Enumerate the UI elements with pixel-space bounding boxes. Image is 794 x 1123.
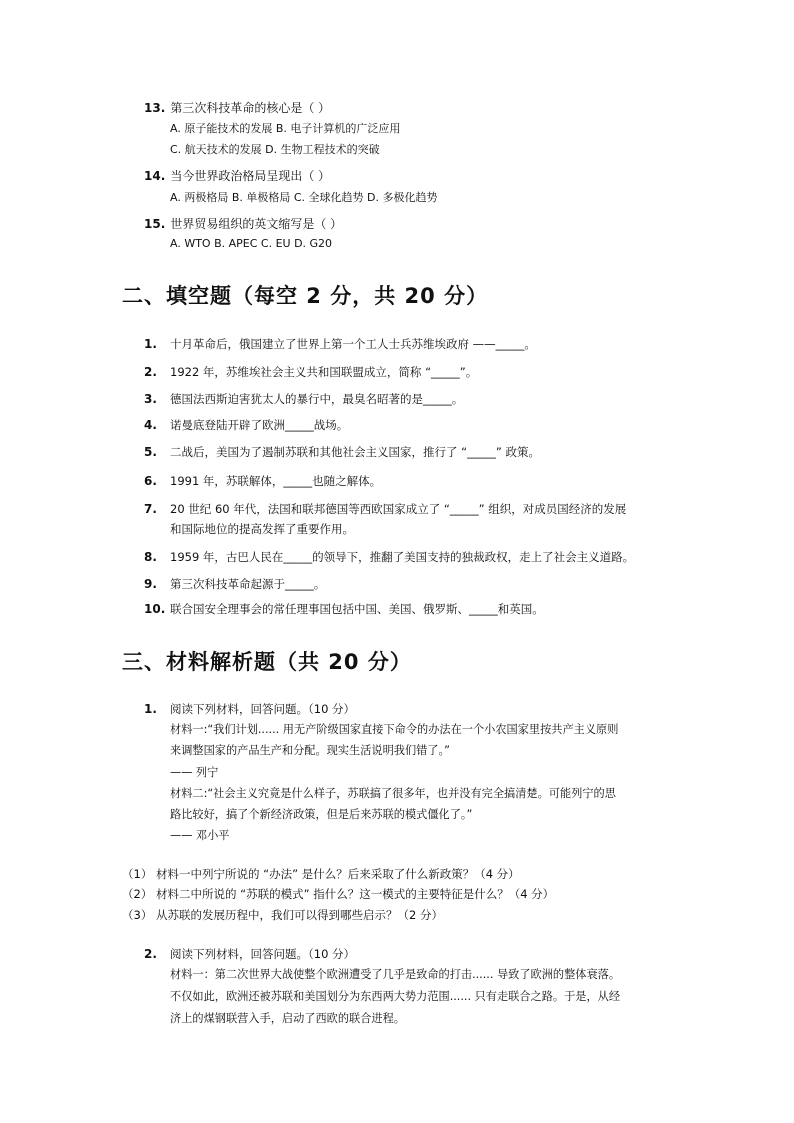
material-q1-line-6: 路比较好，搞了个新经济政策，但是后来苏联的模式僵化了。” [170, 808, 473, 821]
question-text: 第三次科技革命的核心是（ ） [170, 101, 331, 115]
section-2-heading: 二、填空题（每空 2 分，共 20 分） [122, 284, 489, 308]
mcq-14 [144, 165, 330, 184]
material-q1 [144, 701, 355, 717]
item-number: 2. [144, 947, 157, 961]
item-number: 4. [144, 418, 157, 432]
item-text: 联合国安全理事会的常任理事国包括中国、美国、俄罗斯、_____和英国。 [170, 602, 544, 616]
item-number: 2. [144, 365, 157, 379]
sub-question-1: （1） 材料一中列宁所说的 “办法” 是什么？后来采取了什么新政策？（4 分） [122, 867, 520, 881]
mcq-13-options-line-1: A. 原子能技术的发展 B. 电子计算机的广泛应用 [170, 122, 401, 135]
section-3-heading: 三、材料解析题（共 20 分） [122, 650, 412, 674]
sub-question-3: （3） 从苏联的发展历程中，我们可以得到哪些启示？（2 分） [122, 908, 443, 922]
mcq-15 [144, 213, 342, 232]
item-text: 1959 年，古巴人民在_____的领导下，推翻了美国支持的独裁政权，走上了社会主义道路。 [170, 550, 635, 564]
item-text: 20 世纪 60 年代，法国和联邦德国等西欧国家成立了 “_____” 组织，对成员国经济的发展 [170, 502, 627, 516]
item-number: 1. [144, 702, 157, 716]
fill-item-1 [144, 336, 536, 352]
item-number: 6. [144, 474, 157, 488]
material-q2 [144, 946, 355, 962]
mcq-14-options: A. 两极格局 B. 单极格局 C. 全球化趋势 D. 多极化趋势 [170, 191, 438, 204]
item-text: 德国法西斯迫害犹太人的暴行中，最臭名昭著的是_____。 [170, 392, 464, 406]
item-text: 1922 年，苏维埃社会主义共和国联盟成立，简称 “_____”。 [170, 365, 478, 379]
material-q2-line-4: 济上的煤钢联营入手，启动了西欧的联合进程。 [170, 1012, 405, 1025]
fill-item-8 [144, 549, 634, 565]
question-text: 当今世界政治格局呈现出（ ） [170, 169, 331, 183]
fill-item-7-line-2: 和国际地位的提高发挥了重要作用。 [170, 522, 354, 536]
item-number: 8. [144, 550, 157, 564]
item-text: 十月革命后，俄国建立了世界上第一个工人士兵苏维埃政府 ——_____。 [170, 337, 536, 351]
material-q1-attribution-2: —— 邓小平 [170, 829, 230, 842]
item-number: 7. [144, 502, 157, 516]
material-q2-line-2: 材料一：第二次世界大战使整个欧洲遭受了几乎是致命的打击...... 导致了欧洲的整体衰落。 [170, 968, 621, 981]
mcq-13 [144, 97, 330, 116]
sub-question-2: （2） 材料二中所说的 “苏联的模式” 指什么？这一模式的主要特征是什么？（4 分） [122, 887, 555, 901]
mcq-15-options: A. WTO B. APEC C. EU D. G20 [170, 237, 333, 250]
fill-item-3 [144, 391, 463, 407]
question-number: 13. [144, 101, 166, 115]
item-text: 阅读下列材料，回答问题。（10 分） [170, 702, 356, 716]
fill-item-7 [144, 501, 626, 517]
item-number: 3. [144, 392, 157, 406]
item-text: 1991 年，苏联解体，_____也随之解体。 [170, 474, 382, 488]
item-number: 10. [144, 602, 166, 616]
item-number: 9. [144, 577, 157, 591]
fill-item-2 [144, 364, 477, 380]
material-q1-attribution-1: —— 列宁 [170, 766, 219, 779]
material-q1-line-2: 材料一:“我们计划...... 用无产阶级国家直接下命令的办法在一个小农国家里按共产主义原则 [170, 723, 619, 736]
item-text: 第三次科技革命起源于_____。 [170, 577, 326, 591]
fill-item-6 [144, 473, 381, 489]
fill-item-4 [144, 417, 348, 433]
material-q1-line-3: 来调整国家的产品生产和分配。现实生活说明我们错了。” [170, 744, 450, 757]
item-number: 1. [144, 337, 157, 351]
mcq-13-options-line-2: C. 航天技术的发展 D. 生物工程技术的突破 [170, 143, 380, 156]
item-text: 二战后，美国为了遏制苏联和其他社会主义国家，推行了 “_____” 政策。 [170, 445, 540, 459]
question-text: 世界贸易组织的英文缩写是（ ） [170, 217, 343, 231]
item-text: 阅读下列材料，回答问题。（10 分） [170, 947, 356, 961]
fill-item-9 [144, 576, 325, 592]
material-q2-line-3: 不仅如此，欧洲还被苏联和美国划分为东西两大势力范围...... 只有走联合之路。于是，从经 [170, 990, 621, 1003]
fill-item-10 [144, 601, 544, 617]
material-q1-line-5: 材料二:“社会主义究竟是什么样子，苏联搞了很多年，也并没有完全搞清楚。可能列宁的思 [170, 787, 616, 800]
item-text: 诺曼底登陆开辟了欧洲_____战场。 [170, 418, 349, 432]
item-number: 5. [144, 445, 157, 459]
fill-item-5 [144, 444, 540, 460]
question-number: 15. [144, 217, 166, 231]
question-number: 14. [144, 169, 166, 183]
